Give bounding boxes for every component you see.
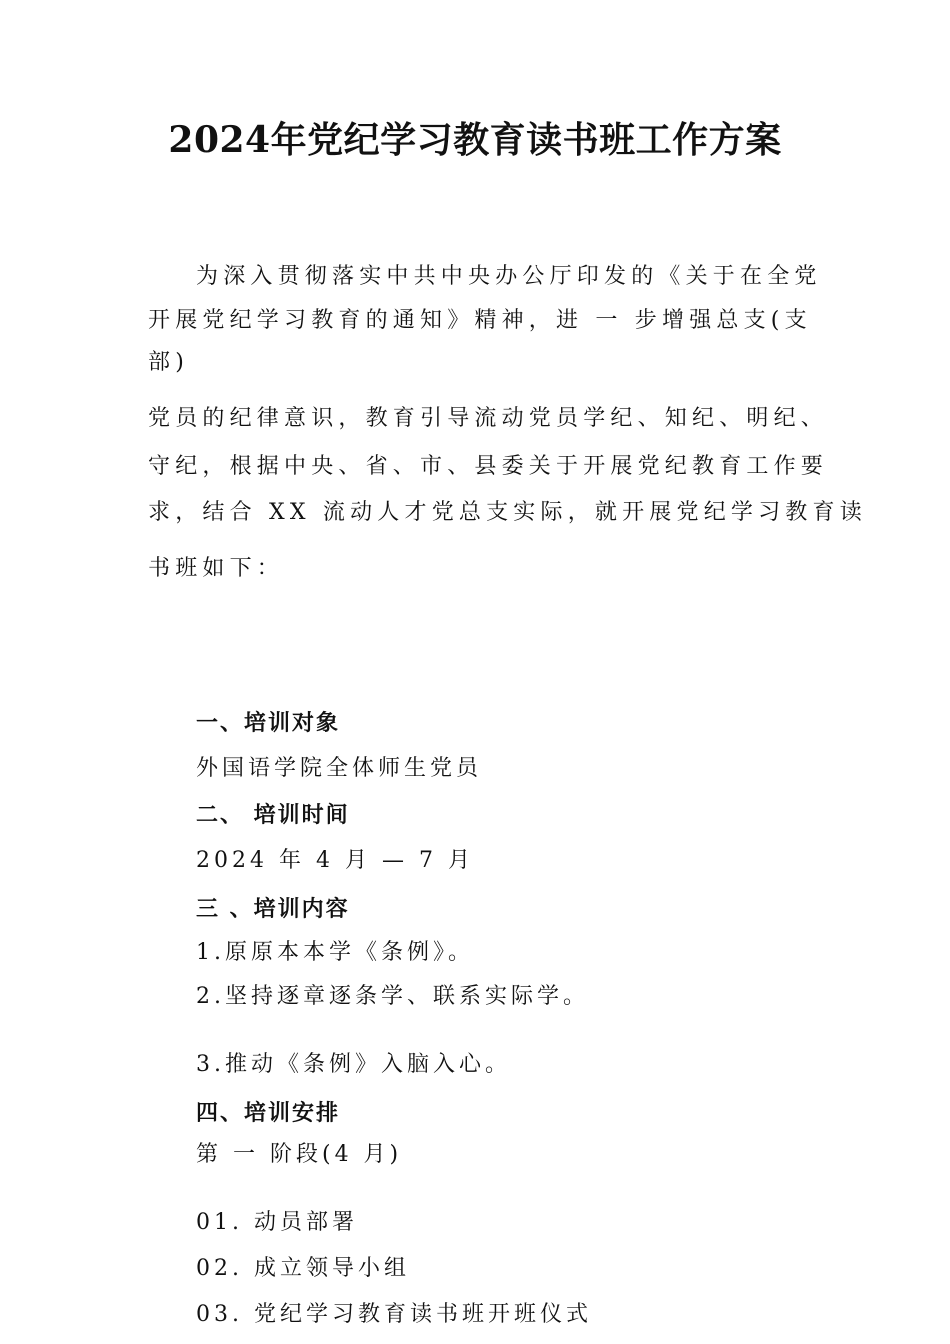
intro-line: 党员的纪律意识，教育引导流动党员学纪、知纪、明纪、 <box>148 406 829 431</box>
section-item: 1.原原本本学《条例》。 <box>196 940 474 965</box>
section-item: 2024 年 4 月 — 7 月 <box>196 848 474 873</box>
intro-line: 书班如下： <box>148 556 285 581</box>
intro-line: 开展党纪学习教育的通知》精神，进 一 步增强总支(支 <box>148 308 812 333</box>
intro-line: 为深入贯彻落实中共中央办公厅印发的《关于在全党 <box>196 264 822 289</box>
document-title: 2024年党纪学习教育读书班工作方案 <box>168 119 782 161</box>
section-item: 01. 动员部署 <box>196 1210 358 1235</box>
section-item: 第 一 阶段(4 月) <box>196 1142 403 1167</box>
section-heading: 一、培训对象 <box>196 710 341 736</box>
section-item: 2.坚持逐章逐条学、联系实际学。 <box>196 984 589 1009</box>
section-heading: 四、培训安排 <box>196 1100 341 1126</box>
section-item: 03. 党纪学习教育读书班开班仪式 <box>196 1302 592 1327</box>
intro-line: 求，结合 XX 流动人才党总支实际，就开展党纪学习教育读 <box>148 500 867 525</box>
section-heading: 二、 培训时间 <box>196 802 350 828</box>
section-heading: 三 、培训内容 <box>196 896 350 922</box>
intro-line: 部) <box>148 350 189 375</box>
intro-line: 守纪，根据中央、省、市、县委关于开展党纪教育工作要 <box>148 454 829 479</box>
section-item: 外国语学院全体师生党员 <box>196 756 483 781</box>
section-item: 3.推动《条例》入脑入心。 <box>196 1052 511 1077</box>
section-item: 02. 成立领导小组 <box>196 1256 410 1281</box>
